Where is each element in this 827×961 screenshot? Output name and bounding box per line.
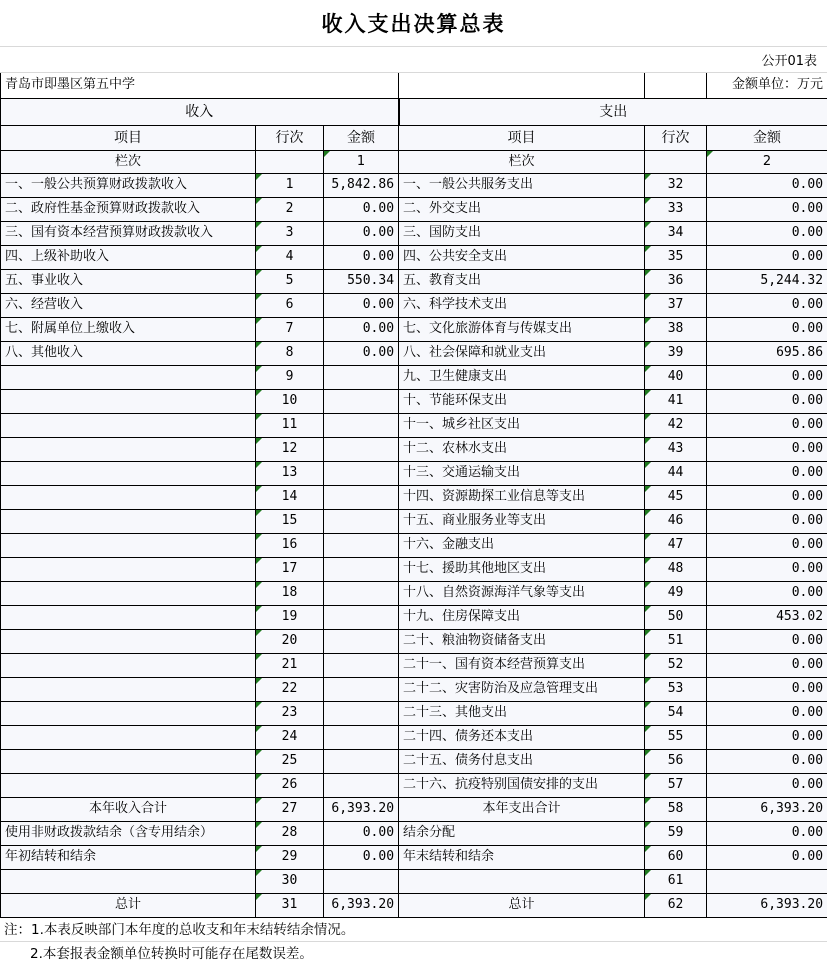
expenditure-amount: 0.00 bbox=[707, 773, 827, 797]
expenditure-item: 十四、资源勘探工业信息等支出 bbox=[399, 485, 645, 509]
expenditure-item: 三、国防支出 bbox=[399, 221, 645, 245]
income-amount bbox=[324, 365, 399, 389]
spacer-cell-2 bbox=[645, 73, 707, 98]
expenditure-lineno: 37 bbox=[645, 293, 707, 317]
colno-expenditure: 2 bbox=[707, 150, 827, 173]
expenditure-item: 十八、自然资源海洋气象等支出 bbox=[399, 581, 645, 605]
amount-unit-label: 金额单位：万元 bbox=[707, 73, 827, 98]
table-row bbox=[1, 341, 827, 365]
expenditure-amount: 0.00 bbox=[707, 653, 827, 677]
income-item bbox=[1, 557, 256, 581]
income-amount bbox=[324, 725, 399, 749]
expenditure-amount: 5,244.32 bbox=[707, 269, 827, 293]
expenditure-item: 九、卫生健康支出 bbox=[399, 365, 645, 389]
table-row bbox=[1, 845, 827, 869]
expenditure-lineno: 61 bbox=[645, 869, 707, 893]
table-row bbox=[1, 725, 827, 749]
col-header-amount-income: 金额 bbox=[324, 125, 399, 150]
expenditure-lineno: 44 bbox=[645, 461, 707, 485]
expenditure-item: 本年支出合计 bbox=[399, 797, 645, 821]
table-row bbox=[1, 629, 827, 653]
note-line-1: 注：1.本表反映部门本年度的总收支和年末结转结余情况。 bbox=[0, 918, 827, 942]
expenditure-lineno: 34 bbox=[645, 221, 707, 245]
table-row bbox=[1, 869, 827, 893]
section-expenditure: 支出 bbox=[399, 98, 827, 125]
income-amount bbox=[324, 413, 399, 437]
income-item bbox=[1, 749, 256, 773]
expenditure-item: 二、外交支出 bbox=[399, 197, 645, 221]
income-lineno: 14 bbox=[256, 485, 324, 509]
expenditure-item: 四、公共安全支出 bbox=[399, 245, 645, 269]
expenditure-amount: 0.00 bbox=[707, 413, 827, 437]
income-lineno: 13 bbox=[256, 461, 324, 485]
expenditure-item: 十七、援助其他地区支出 bbox=[399, 557, 645, 581]
expenditure-lineno: 33 bbox=[645, 197, 707, 221]
expenditure-lineno: 32 bbox=[645, 173, 707, 197]
expenditure-amount: 0.00 bbox=[707, 293, 827, 317]
income-item bbox=[1, 677, 256, 701]
table-row bbox=[1, 365, 827, 389]
income-lineno: 6 bbox=[256, 293, 324, 317]
income-lineno: 30 bbox=[256, 869, 324, 893]
expenditure-item: 二十五、债务付息支出 bbox=[399, 749, 645, 773]
income-item: 三、国有资本经营预算财政拨款收入 bbox=[1, 221, 256, 245]
expenditure-lineno: 52 bbox=[645, 653, 707, 677]
expenditure-item: 十二、农林水支出 bbox=[399, 437, 645, 461]
income-item bbox=[1, 533, 256, 557]
income-lineno: 16 bbox=[256, 533, 324, 557]
expenditure-item: 八、社会保障和就业支出 bbox=[399, 341, 645, 365]
expenditure-lineno: 36 bbox=[645, 269, 707, 293]
income-amount: 0.00 bbox=[324, 341, 399, 365]
income-lineno: 27 bbox=[256, 797, 324, 821]
income-item: 四、上级补助收入 bbox=[1, 245, 256, 269]
income-amount: 0.00 bbox=[324, 821, 399, 845]
expenditure-item: 年末结转和结余 bbox=[399, 845, 645, 869]
colno-lineno-blank-expenditure bbox=[645, 150, 707, 173]
table-row bbox=[1, 173, 827, 197]
expenditure-lineno: 55 bbox=[645, 725, 707, 749]
income-item: 使用非财政拨款结余（含专用结余） bbox=[1, 821, 256, 845]
expenditure-amount bbox=[707, 869, 827, 893]
expenditure-amount: 6,393.20 bbox=[707, 797, 827, 821]
form-number: 公开01表 bbox=[761, 54, 817, 69]
table-row bbox=[1, 581, 827, 605]
expenditure-lineno: 41 bbox=[645, 389, 707, 413]
org-name: 青岛市即墨区第五中学 bbox=[1, 73, 399, 98]
form-number-bar bbox=[0, 47, 827, 73]
income-item: 二、政府性基金预算财政拨款收入 bbox=[1, 197, 256, 221]
section-income: 收入 bbox=[1, 98, 399, 125]
income-amount bbox=[324, 581, 399, 605]
expenditure-lineno: 42 bbox=[645, 413, 707, 437]
table-row bbox=[1, 269, 827, 293]
expenditure-lineno: 39 bbox=[645, 341, 707, 365]
col-header-lineno-expenditure: 行次 bbox=[645, 125, 707, 150]
table-row bbox=[1, 893, 827, 917]
income-amount bbox=[324, 389, 399, 413]
income-item bbox=[1, 365, 256, 389]
income-lineno: 23 bbox=[256, 701, 324, 725]
expenditure-amount: 0.00 bbox=[707, 581, 827, 605]
table-row bbox=[1, 221, 827, 245]
table-row bbox=[1, 437, 827, 461]
income-lineno: 28 bbox=[256, 821, 324, 845]
expenditure-amount: 0.00 bbox=[707, 365, 827, 389]
income-lineno: 21 bbox=[256, 653, 324, 677]
income-amount bbox=[324, 533, 399, 557]
income-item bbox=[1, 605, 256, 629]
income-amount: 5,842.86 bbox=[324, 173, 399, 197]
income-item bbox=[1, 389, 256, 413]
expenditure-lineno: 56 bbox=[645, 749, 707, 773]
expenditure-item: 二十、粮油物资储备支出 bbox=[399, 629, 645, 653]
table-row bbox=[1, 317, 827, 341]
income-item: 本年收入合计 bbox=[1, 797, 256, 821]
expenditure-amount: 695.86 bbox=[707, 341, 827, 365]
expenditure-item: 总计 bbox=[399, 893, 645, 917]
income-item: 六、经营收入 bbox=[1, 293, 256, 317]
expenditure-item: 二十二、灾害防治及应急管理支出 bbox=[399, 677, 645, 701]
income-amount bbox=[324, 773, 399, 797]
income-amount: 6,393.20 bbox=[324, 893, 399, 917]
expenditure-amount: 0.00 bbox=[707, 677, 827, 701]
expenditure-amount: 0.00 bbox=[707, 629, 827, 653]
colno-lineno-blank-income bbox=[256, 150, 324, 173]
income-lineno: 8 bbox=[256, 341, 324, 365]
expenditure-amount: 0.00 bbox=[707, 509, 827, 533]
table-row bbox=[1, 245, 827, 269]
expenditure-lineno: 46 bbox=[645, 509, 707, 533]
expenditure-lineno: 59 bbox=[645, 821, 707, 845]
expenditure-amount: 0.00 bbox=[707, 533, 827, 557]
income-amount bbox=[324, 749, 399, 773]
section-header-row bbox=[1, 98, 827, 125]
income-lineno: 5 bbox=[256, 269, 324, 293]
colno-label-income: 栏次 bbox=[1, 150, 256, 173]
table-row bbox=[1, 797, 827, 821]
income-amount bbox=[324, 701, 399, 725]
expenditure-item: 十六、金融支出 bbox=[399, 533, 645, 557]
income-amount bbox=[324, 653, 399, 677]
expenditure-lineno: 49 bbox=[645, 581, 707, 605]
income-amount bbox=[324, 869, 399, 893]
expenditure-item: 二十六、抗疫特别国债安排的支出 bbox=[399, 773, 645, 797]
income-lineno: 10 bbox=[256, 389, 324, 413]
income-amount: 550.34 bbox=[324, 269, 399, 293]
income-lineno: 11 bbox=[256, 413, 324, 437]
table-row bbox=[1, 197, 827, 221]
expenditure-item: 二十三、其他支出 bbox=[399, 701, 645, 725]
expenditure-lineno: 50 bbox=[645, 605, 707, 629]
income-lineno: 19 bbox=[256, 605, 324, 629]
income-amount: 0.00 bbox=[324, 221, 399, 245]
table-row bbox=[1, 293, 827, 317]
income-lineno: 29 bbox=[256, 845, 324, 869]
table-row bbox=[1, 485, 827, 509]
income-item bbox=[1, 485, 256, 509]
expenditure-amount: 0.00 bbox=[707, 557, 827, 581]
income-amount: 0.00 bbox=[324, 197, 399, 221]
income-item bbox=[1, 437, 256, 461]
expenditure-item bbox=[399, 869, 645, 893]
income-item bbox=[1, 413, 256, 437]
income-lineno: 4 bbox=[256, 245, 324, 269]
income-amount: 0.00 bbox=[324, 317, 399, 341]
table-row bbox=[1, 653, 827, 677]
expenditure-lineno: 48 bbox=[645, 557, 707, 581]
table-row bbox=[1, 677, 827, 701]
col-header-item-income: 项目 bbox=[1, 125, 256, 150]
income-lineno: 15 bbox=[256, 509, 324, 533]
expenditure-item: 二十一、国有资本经营预算支出 bbox=[399, 653, 645, 677]
income-item: 五、事业收入 bbox=[1, 269, 256, 293]
income-item: 七、附属单位上缴收入 bbox=[1, 317, 256, 341]
expenditure-item: 十三、交通运输支出 bbox=[399, 461, 645, 485]
expenditure-amount: 0.00 bbox=[707, 317, 827, 341]
income-item bbox=[1, 869, 256, 893]
expenditure-lineno: 35 bbox=[645, 245, 707, 269]
expenditure-amount: 0.00 bbox=[707, 485, 827, 509]
expenditure-amount: 0.00 bbox=[707, 845, 827, 869]
income-item bbox=[1, 701, 256, 725]
table-row bbox=[1, 749, 827, 773]
expenditure-amount: 453.02 bbox=[707, 605, 827, 629]
expenditure-amount: 0.00 bbox=[707, 461, 827, 485]
income-item: 八、其他收入 bbox=[1, 341, 256, 365]
expenditure-item: 结余分配 bbox=[399, 821, 645, 845]
income-amount: 0.00 bbox=[324, 245, 399, 269]
expenditure-item: 十九、住房保障支出 bbox=[399, 605, 645, 629]
expenditure-amount: 0.00 bbox=[707, 749, 827, 773]
table-row bbox=[1, 461, 827, 485]
expenditure-amount: 0.00 bbox=[707, 701, 827, 725]
income-amount bbox=[324, 629, 399, 653]
colno-income: 1 bbox=[324, 150, 399, 173]
income-item bbox=[1, 629, 256, 653]
income-amount bbox=[324, 557, 399, 581]
expenditure-amount: 0.00 bbox=[707, 245, 827, 269]
income-amount bbox=[324, 509, 399, 533]
income-lineno: 31 bbox=[256, 893, 324, 917]
expenditure-item: 十、节能环保支出 bbox=[399, 389, 645, 413]
income-item bbox=[1, 773, 256, 797]
expenditure-amount: 0.00 bbox=[707, 173, 827, 197]
income-lineno: 7 bbox=[256, 317, 324, 341]
expenditure-amount: 6,393.20 bbox=[707, 893, 827, 917]
table-row bbox=[1, 509, 827, 533]
title-bar bbox=[0, 0, 827, 47]
expenditure-amount: 0.00 bbox=[707, 821, 827, 845]
expenditure-item: 五、教育支出 bbox=[399, 269, 645, 293]
expenditure-item: 十一、城乡社区支出 bbox=[399, 413, 645, 437]
income-lineno: 20 bbox=[256, 629, 324, 653]
expenditure-lineno: 43 bbox=[645, 437, 707, 461]
income-item bbox=[1, 581, 256, 605]
expenditure-lineno: 60 bbox=[645, 845, 707, 869]
income-item bbox=[1, 461, 256, 485]
expenditure-lineno: 57 bbox=[645, 773, 707, 797]
expenditure-lineno: 62 bbox=[645, 893, 707, 917]
income-lineno: 17 bbox=[256, 557, 324, 581]
expenditure-item: 六、科学技术支出 bbox=[399, 293, 645, 317]
income-lineno: 24 bbox=[256, 725, 324, 749]
expenditure-amount: 0.00 bbox=[707, 437, 827, 461]
col-header-amount-expenditure: 金额 bbox=[707, 125, 827, 150]
expenditure-amount: 0.00 bbox=[707, 389, 827, 413]
income-item bbox=[1, 725, 256, 749]
col-header-lineno-income: 行次 bbox=[256, 125, 324, 150]
table-row bbox=[1, 389, 827, 413]
income-lineno: 2 bbox=[256, 197, 324, 221]
income-lineno: 22 bbox=[256, 677, 324, 701]
table-row bbox=[1, 557, 827, 581]
expenditure-lineno: 51 bbox=[645, 629, 707, 653]
table-body bbox=[1, 73, 827, 917]
expenditure-lineno: 54 bbox=[645, 701, 707, 725]
expenditure-lineno: 58 bbox=[645, 797, 707, 821]
income-item: 年初结转和结余 bbox=[1, 845, 256, 869]
expenditure-lineno: 53 bbox=[645, 677, 707, 701]
income-amount bbox=[324, 605, 399, 629]
note-line-2: 2.本套报表金额单位转换时可能存在尾数误差。 bbox=[0, 942, 827, 961]
expenditure-lineno: 38 bbox=[645, 317, 707, 341]
income-lineno: 1 bbox=[256, 173, 324, 197]
income-lineno: 12 bbox=[256, 437, 324, 461]
income-item bbox=[1, 509, 256, 533]
expenditure-lineno: 40 bbox=[645, 365, 707, 389]
budget-table bbox=[0, 73, 827, 918]
col-header-item-expenditure: 项目 bbox=[399, 125, 645, 150]
expenditure-amount: 0.00 bbox=[707, 725, 827, 749]
income-amount bbox=[324, 485, 399, 509]
expenditure-item: 一、一般公共服务支出 bbox=[399, 173, 645, 197]
column-header-row bbox=[1, 125, 827, 150]
expenditure-item: 七、文化旅游体育与传媒支出 bbox=[399, 317, 645, 341]
expenditure-amount: 0.00 bbox=[707, 197, 827, 221]
income-item: 总计 bbox=[1, 893, 256, 917]
income-item: 一、一般公共预算财政拨款收入 bbox=[1, 173, 256, 197]
income-amount: 6,393.20 bbox=[324, 797, 399, 821]
column-number-row bbox=[1, 150, 827, 173]
table-row bbox=[1, 821, 827, 845]
table-row bbox=[1, 701, 827, 725]
expenditure-amount: 0.00 bbox=[707, 221, 827, 245]
table-row bbox=[1, 773, 827, 797]
expenditure-lineno: 47 bbox=[645, 533, 707, 557]
income-lineno: 9 bbox=[256, 365, 324, 389]
spacer-cell bbox=[399, 73, 645, 98]
income-lineno: 3 bbox=[256, 221, 324, 245]
table-row bbox=[1, 605, 827, 629]
income-item bbox=[1, 653, 256, 677]
income-amount: 0.00 bbox=[324, 293, 399, 317]
expenditure-item: 二十四、债务还本支出 bbox=[399, 725, 645, 749]
income-amount bbox=[324, 677, 399, 701]
income-amount bbox=[324, 437, 399, 461]
income-lineno: 26 bbox=[256, 773, 324, 797]
income-amount bbox=[324, 461, 399, 485]
income-lineno: 18 bbox=[256, 581, 324, 605]
table-row bbox=[1, 533, 827, 557]
table-row bbox=[1, 413, 827, 437]
income-lineno: 25 bbox=[256, 749, 324, 773]
expenditure-item: 十五、商业服务业等支出 bbox=[399, 509, 645, 533]
org-unit-row bbox=[1, 73, 827, 98]
expenditure-lineno: 45 bbox=[645, 485, 707, 509]
colno-label-expenditure: 栏次 bbox=[399, 150, 645, 173]
page-title: 收入支出决算总表 bbox=[321, 11, 506, 36]
income-amount: 0.00 bbox=[324, 845, 399, 869]
